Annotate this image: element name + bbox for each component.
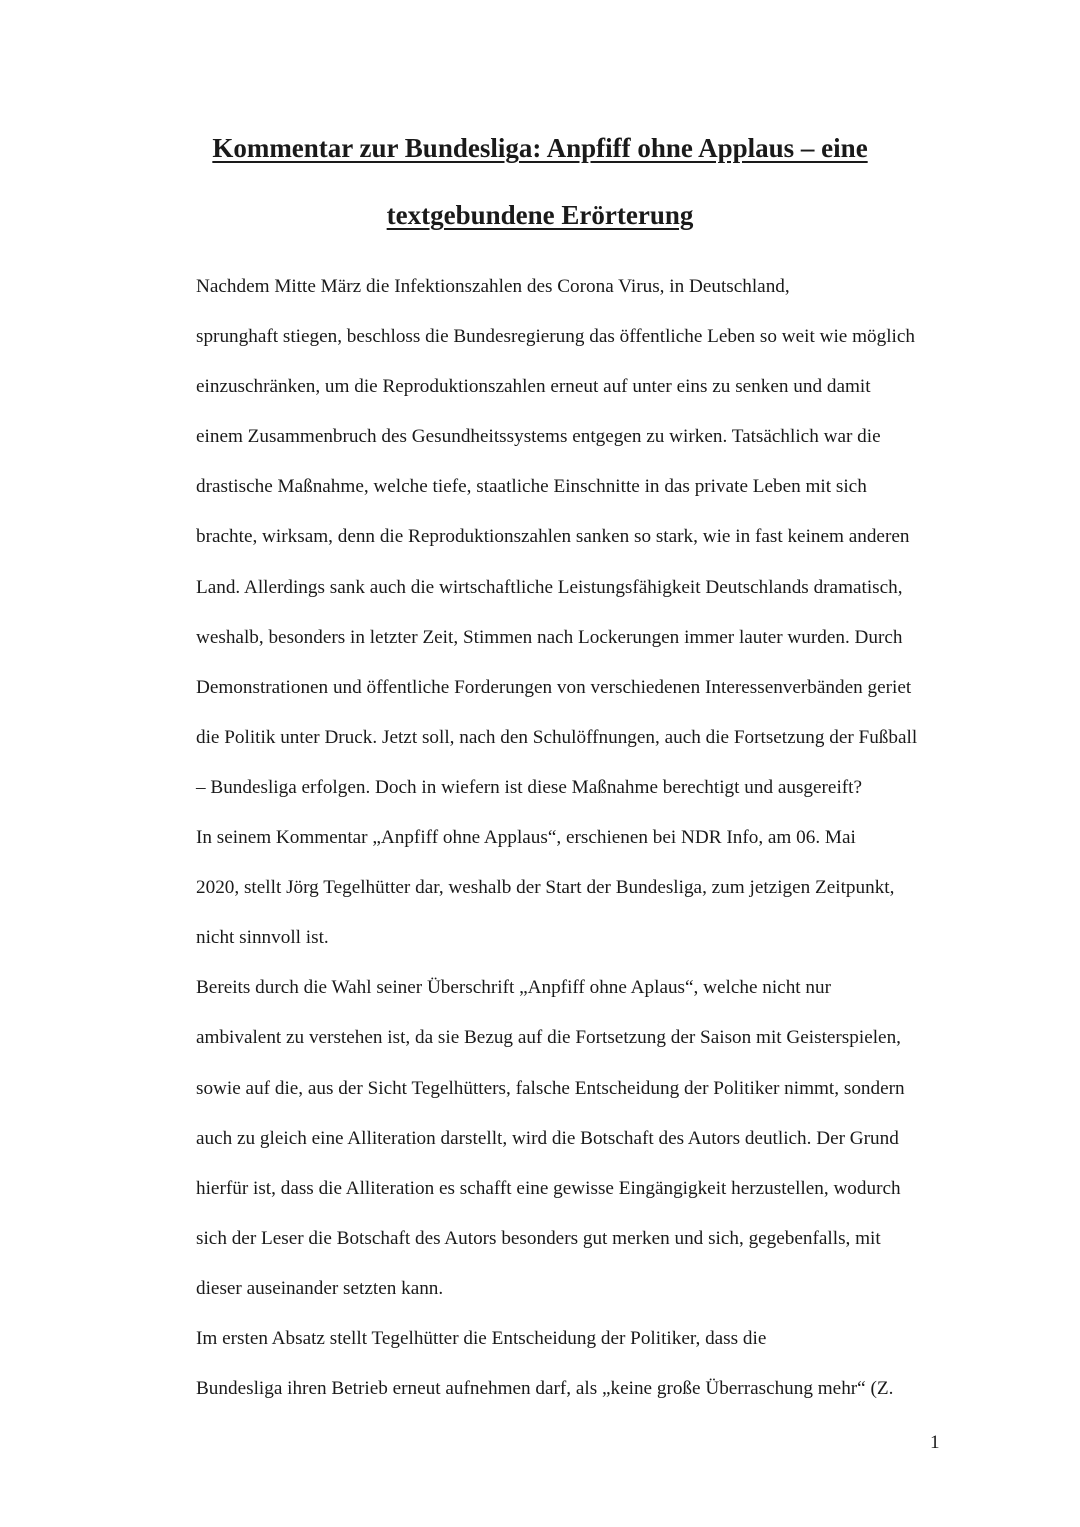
paragraph-3 <box>131 963 951 1314</box>
paragraph-line: Bundesliga ihren Betrieb erneut aufnehmen darf, als „keine große Überraschung mehr“ (Z. <box>196 1378 894 1400</box>
paragraph-line: dieser auseinander setzten kann. <box>196 1277 444 1299</box>
paragraph-line: hierfür ist, dass die Alliteration es schafft eine gewisse Eingängigkeit herzustellen, wodurch <box>196 1177 901 1199</box>
document-body <box>131 262 951 1414</box>
paragraph-line: Nachdem Mitte März die Infektionszahlen des Corona Virus, in Deutschland, <box>196 276 790 297</box>
paragraph-1 <box>131 262 951 813</box>
paragraph-4 <box>131 1314 951 1414</box>
paragraph-line: einzuschränken, um die Reproduktionszahlen erneut auf unter eins zu senken und damit <box>196 376 871 398</box>
paragraph-line: auch zu gleich eine Alliteration darstellt, wird die Botschaft des Autors deutlich. Der Grund <box>196 1127 899 1149</box>
document-title-line-1: Kommentar zur Bundesliga: Anpfiff ohne Applaus – eine <box>212 133 868 163</box>
paragraph-line: Land. Allerdings sank auch die wirtschaftliche Leistungsfähigkeit Deutschlands dramatisch, <box>196 576 903 598</box>
paragraph-line: sprunghaft stiegen, beschloss die Bundesregierung das öffentliche Leben so weit wie möglich <box>196 326 915 348</box>
paragraph-line: 2020, stellt Jörg Tegelhütter dar, weshalb der Start der Bundesliga, zum jetzigen Zeitpunkt, <box>196 877 895 899</box>
paragraph-line: drastische Maßnahme, welche tiefe, staatliche Einschnitte in das private Leben mit sich <box>196 476 867 498</box>
page-number: 1 <box>930 1432 940 1453</box>
paragraph-line: Bereits durch die Wahl seiner Überschrift „Anpfiff ohne Aplaus“, welche nicht nur <box>196 977 831 999</box>
paragraph-line: Demonstrationen und öffentliche Forderungen von verschiedenen Interessenverbänden geriet <box>196 676 912 698</box>
document-title-line-2: textgebundene Erörterung <box>386 200 694 230</box>
paragraph-line: – Bundesliga erfolgen. Doch in wiefern ist diese Maßnahme berechtigt und ausgereift? <box>196 776 863 798</box>
paragraph-line: sowie auf die, aus der Sicht Tegelhütters, falsche Entscheidung der Politiker nimmt, sondern <box>196 1077 905 1099</box>
paragraph-line: Im ersten Absatz stellt Tegelhütter die Entscheidung der Politiker, dass die <box>196 1327 767 1349</box>
paragraph-line: brachte, wirksam, denn die Reproduktionszahlen sanken so stark, wie in fast keinem anderen <box>196 526 910 548</box>
paragraph-line: sich der Leser die Botschaft des Autors besonders gut merken und sich, gegebenfalls, mit <box>196 1227 881 1249</box>
paragraph-2 <box>131 813 951 963</box>
paragraph-line: weshalb, besonders in letzter Zeit, Stimmen nach Lockerungen immer lauter wurden. Durch <box>196 626 903 648</box>
paragraph-line: nicht sinnvoll ist. <box>196 927 329 949</box>
paragraph-line: die Politik unter Druck. Jetzt soll, nach den Schulöffnungen, auch die Fortsetzung der Fußball <box>196 726 918 748</box>
paragraph-line: ambivalent zu verstehen ist, da sie Bezug auf die Fortsetzung der Saison mit Geisterspielen, <box>196 1027 901 1049</box>
paragraph-line: In seinem Kommentar „Anpfiff ohne Applaus“, erschienen bei NDR Info, am 06. Mai <box>196 827 856 849</box>
paragraph-line: einem Zusammenbruch des Gesundheitssystems entgegen zu wirken. Tatsächlich war die <box>196 426 881 448</box>
